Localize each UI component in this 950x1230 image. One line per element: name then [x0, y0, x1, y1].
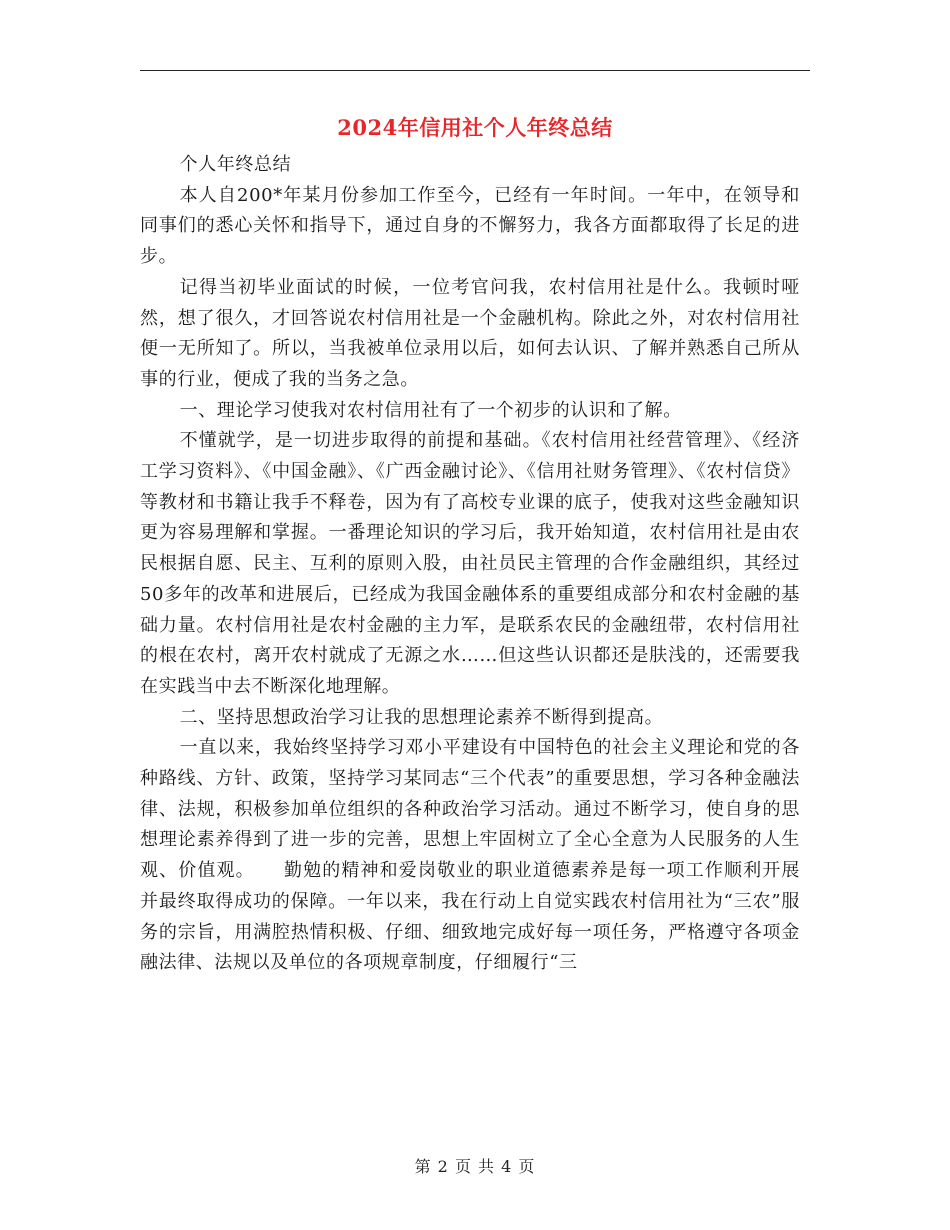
section-heading: 一、理论学习使我对农村信用社有了一个初步的认识和了解。 — [179, 399, 682, 421]
body-paragraph: 记得当初毕业面试的时候，一位考官问我，农村信用社是什么。我顿时哑然，想了很久，才回答说农村信用社是一个金融机构。除此之外，对农村信用社便一无所知了。所以，当我被单位录用以后，如何去认识、了解并熟悉自己所从事的行业，便成了我的当务之急。 — [140, 276, 800, 390]
header-rule — [140, 70, 810, 71]
section-heading: 个人年终总结 — [179, 154, 292, 175]
body-paragraph: 不懂就学，是一切进步取得的前提和基础。《农村信用社经营管理》、《经济工学习资料》、《中国金融》、《广西金融讨论》、《信用社财务管理》、《农村信贷》等教材和书籍让我手不释卷，因为有了高校专业课的底子，使我对这些金融知识更为容易理解和掌握。一番理论知识的学习后，我开始知道，农村信用社是由农民根据自愿、民主、互利的原则入股，由社员民主管理的合作金融组织，其经过50多年的改革和进展后，已经成为我国金融体系的重要组成部分和农村金融的基础力量。农村信用社是农村金融的主力军，是联系农民的金融纽带，农村信用社的根在农村，离开农村就成了无源之水……但这些认识都还是肤浅的，还需要我在实践当中去不断深化地理解。 — [140, 430, 800, 697]
body-paragraph: 本人自200*年某月份参加工作至今，已经有一年时间。一年中，在领导和同事们的悉心关怀和指导下，通过自身的不懈努力，我各方面都取得了长足的进步。 — [140, 184, 800, 268]
body-paragraph: 一直以来，我始终坚持学习邓小平建设有中国特色的社会主义理论和党的各种路线、方针、政策，坚持学习某同志“三个代表”的重要思想，学习各种金融法律、法规，积极参加单位组织的各种政治学习活动。通过不断学习，使自身的思想理论素养得到了进一步的完善，思想上牢固树立了全心全意为人民服务的人生观、价值观。 勤勉的精神和爱岗敬业的职业道德素养是每一项工作顺利开展并最终取得成功的保障。一年以来，我在行动上自觉实践农村信用社为“三农”服务的宗旨，用满腔热情积极、仔细、细致地完成好每一项任务，严格遵守各项金融法律、法规以及单位的各项规章制度，仔细履行“三 — [140, 737, 800, 974]
document-title: 2024年信用社个人年终总结 — [337, 115, 613, 140]
document-body — [140, 150, 800, 979]
section-heading: 二、坚持思想政治学习让我的思想理论素养不断得到提高。 — [179, 706, 664, 728]
page-number: 第 2 页 共 4 页 — [414, 1157, 536, 1176]
